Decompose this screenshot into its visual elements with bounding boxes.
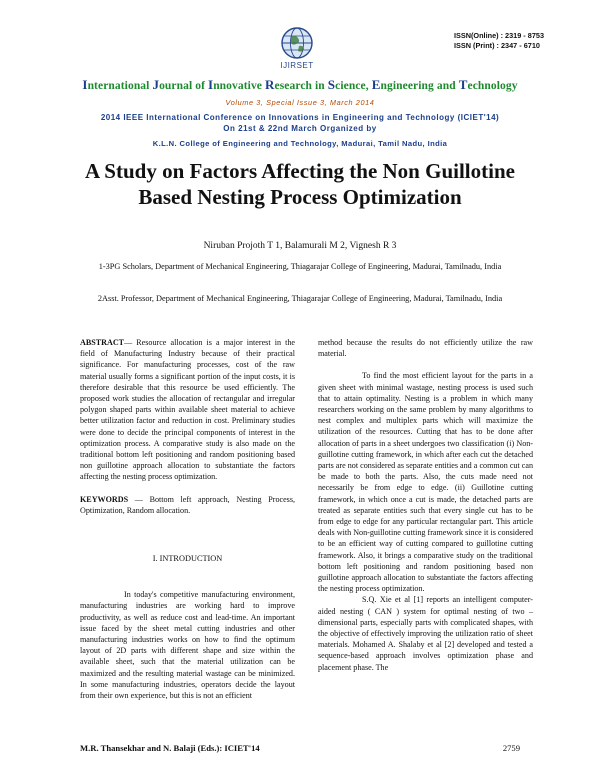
volume-line: Volume 3, Special Issue 3, March 2014	[225, 98, 375, 107]
journal-logo	[262, 26, 332, 78]
right-paragraph-1: method because the results do not efficiently utilize the raw material.	[318, 338, 533, 359]
footer-page-number: 2759	[502, 743, 520, 753]
conference-block	[0, 112, 600, 134]
conference-line-2: On 21st & 22nd March Organized by	[223, 124, 377, 133]
keywords-text: — Bottom left approach, Nesting Process, Optimization, Random allocation.	[80, 494, 295, 515]
logo-text: IJIRSET	[280, 61, 314, 70]
conference-line-1: 2014 IEEE International Conference on Innovations in Engineering and Technology (ICIET'14)	[100, 113, 500, 122]
right-paragraph-2: To find the most efficient layout for the parts in a given sheet with minimal wastage, nesting process is used such that to attain optimality. Nesting is a problem in which many researchers working on the same problem by many algorithms to nest complex and multiplex parts which will maximize the utilization of the resources. Cutting that has to be done after allocation of parts in a sheet undergoes two classification (i) Non-guillotine cutting framework, in which after each cut the detached parts are not considered as separate entities and a common cut can be made to both the parts. Also, the cuts made need not necessarily be from edge to edge. (ii) Guillotine cutting framework, in which once a cut is made, the detached parts are treated as separate entities such that every single cut has to be from edge to edge for any particular rectangular part. This article deals with Non-guillotine cutting framework since it is considered to be an efficient way of cutting compared to guillotine cutting framework. Also, it brings a comparative study on the traditional bottom left positioning and random positioning based non guillotine approach allocation to substantiate the factors affecting the nesting process optimization.	[318, 371, 533, 594]
abstract-label: ABSTRACT	[80, 338, 125, 347]
abstract-text: — Resource allocation is a major interest in the field of Manufacturing Industry because of their practical significance. For manufacturing processes, cost of the raw material usually forms a significant portion of the input costs, it is therefore desirable that this resource be used efficiently. The proposed work studies the allocation of rectangular and irregular polygon shaped parts within available sheet material to achieve better utilization factor and reduction in cost. Preliminary studies were done to decide the principal components of interest in the optimization process. A comparative study is also made on the traditional bottom left positioning and random positioning based non guillotine approach allocation to substantiate the factors affecting the nesting process optimization.	[80, 338, 295, 482]
abstract	[80, 337, 295, 483]
paper-title: A Study on Factors Affecting the Non Guillotine Based Nesting Process Optimization	[85, 159, 515, 209]
globe-icon	[280, 26, 314, 60]
journal-title: International Journal of Innovative Research in Science, Engineering and Technology	[82, 77, 518, 92]
intro-paragraph: In today's competitive manufacturing environment, manufacturing industries are working hard to improve productivity, as well as reduce cost and lead-time. An important issue faced by the sheet metal cutting industries and other manufacturing industries works on how to find the optimum layout of 2D parts with different shape and size within the available sheet, such that the material utilization can be maximized and the resulting material wastage can be minimized. In some manufacturing industries, operators decide the layout from their own experience, but this is not an efficient	[80, 590, 295, 701]
issn-print: ISSN (Print) : 2347 - 6710	[453, 41, 540, 50]
right-paragraph-3: S.Q. Xie et al [1] reports an intelligent computer-aided nesting ( CAN ) system for optimal nesting of two – dimensional parts, especially parts with complicated shapes, with the objective of effectively improving the utilization ratio of sheet materials. Mohamed A. Shalaby et al [2] developed and tested a sequence-based approach involves optimization phase and placement phase. The	[318, 595, 533, 672]
right-column	[318, 337, 533, 673]
keywords-label: KEYWORDS	[80, 494, 129, 504]
left-column	[80, 337, 295, 701]
footer-editors: M.R. Thansekhar and N. Balaji (Eds.): ICIET'14	[80, 743, 260, 753]
authors-line: Niruban Projoth T 1, Balamurali M 2, Vignesh R 3	[203, 241, 397, 251]
issn-block	[454, 31, 544, 51]
affiliation-1: 1-3PG Scholars, Department of Mechanical Engineering, Thiagarajar College of Engineering, Madurai, Tamilnadu, India	[98, 262, 502, 271]
section-heading: I. INTRODUCTION	[152, 554, 223, 564]
issn-online: ISSN(Online) : 2319 - 8753	[453, 31, 544, 40]
affiliation-2: 2Asst. Professor, Department of Mechanical Engineering, Thiagarajar College of Engineering, Madurai, Tamilnadu, India	[97, 294, 503, 303]
keywords	[80, 494, 295, 516]
college-line: K.L.N. College of Engineering and Technology, Madurai, Tamil Nadu, India	[152, 139, 448, 148]
